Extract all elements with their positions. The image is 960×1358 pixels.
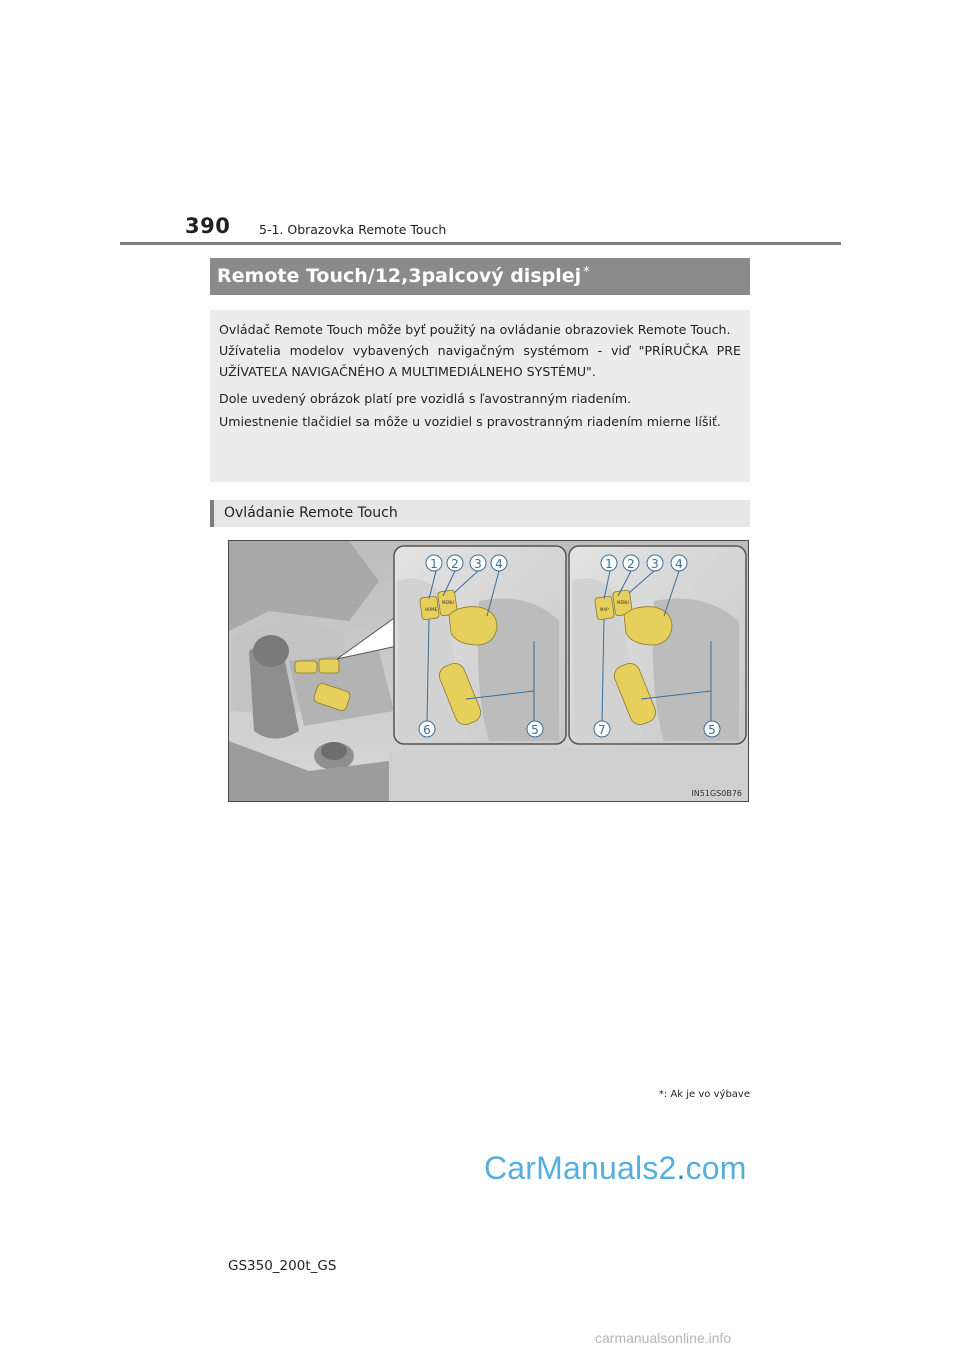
menu-button-label: MENU <box>617 600 629 605</box>
control-knob-top <box>321 742 347 760</box>
footnote <box>620 1089 750 1100</box>
corner-watermark: carmanualsonline.info <box>595 1330 732 1346</box>
chapter-title <box>217 265 590 287</box>
callout-number: 3 <box>474 557 482 571</box>
chapter-title-text: Remote Touch/12,3palcový displej <box>217 265 582 287</box>
menu-button-label: MENU <box>442 600 454 605</box>
button-highlight <box>295 661 317 673</box>
callout-number: 5 <box>531 723 539 737</box>
callout-number: 6 <box>423 723 431 737</box>
subsection-accent <box>210 500 214 527</box>
header-divider <box>120 242 841 245</box>
callout-number: 4 <box>495 557 503 571</box>
gear-knob <box>253 635 289 667</box>
model-code: GS350_200t_GS <box>228 1258 337 1274</box>
illustration-svg <box>229 541 749 802</box>
section-title: 5-1. Obrazovka Remote Touch <box>259 222 447 237</box>
remote-touch-illustration <box>228 540 749 802</box>
watermark-dot: . <box>676 1150 686 1186</box>
callout-number: 2 <box>627 557 635 571</box>
watermark-right: com <box>685 1150 747 1186</box>
callout-number: 5 <box>708 723 716 737</box>
callout-number: 3 <box>651 557 659 571</box>
touchpad <box>449 607 497 645</box>
watermark-left: CarManuals2 <box>484 1150 677 1186</box>
button-highlight <box>319 659 339 673</box>
callout-number: 7 <box>598 723 606 737</box>
info-box <box>210 310 750 482</box>
subsection-bar <box>210 500 750 527</box>
watermark-logo <box>484 1150 747 1187</box>
info-paragraph: Dole uvedený obrázok platí pre vozidlá s ľavostranným riadením. <box>219 391 632 406</box>
callout-number: 1 <box>430 557 438 571</box>
home-button-label: HOME <box>425 607 438 612</box>
footnote-text: : Ak je vo výbave <box>663 1089 750 1100</box>
info-paragraph: Užívatelia modelov vybavených navigačným systémom - viď "PRÍRUČKA PRE UŽÍVATEĽA NAVIGAČNÉHO A MULTIMEDIÁLNEHO SYSTÉMU". <box>219 343 741 379</box>
footnote-star: * <box>658 1089 664 1100</box>
callout-number: 2 <box>451 557 459 571</box>
subsection-title: Ovládanie Remote Touch <box>224 505 398 521</box>
info-paragraph: Umiestnenie tlačidiel sa môže u vozidiel s pravostranným riadením mierne líšiť. <box>219 414 721 429</box>
callout-number: 4 <box>675 557 683 571</box>
page-number: 390 <box>185 214 231 238</box>
optional-equipment-star: * <box>583 265 590 280</box>
callout-number: 1 <box>605 557 613 571</box>
figure-code: IN51GS0B76 <box>691 789 742 798</box>
info-paragraph: Ovládač Remote Touch môže byť použitý na ovládanie obrazoviek Remote Touch. <box>219 322 731 337</box>
chapter-title-bar <box>210 258 750 295</box>
map-button-label: MAP <box>600 607 609 612</box>
